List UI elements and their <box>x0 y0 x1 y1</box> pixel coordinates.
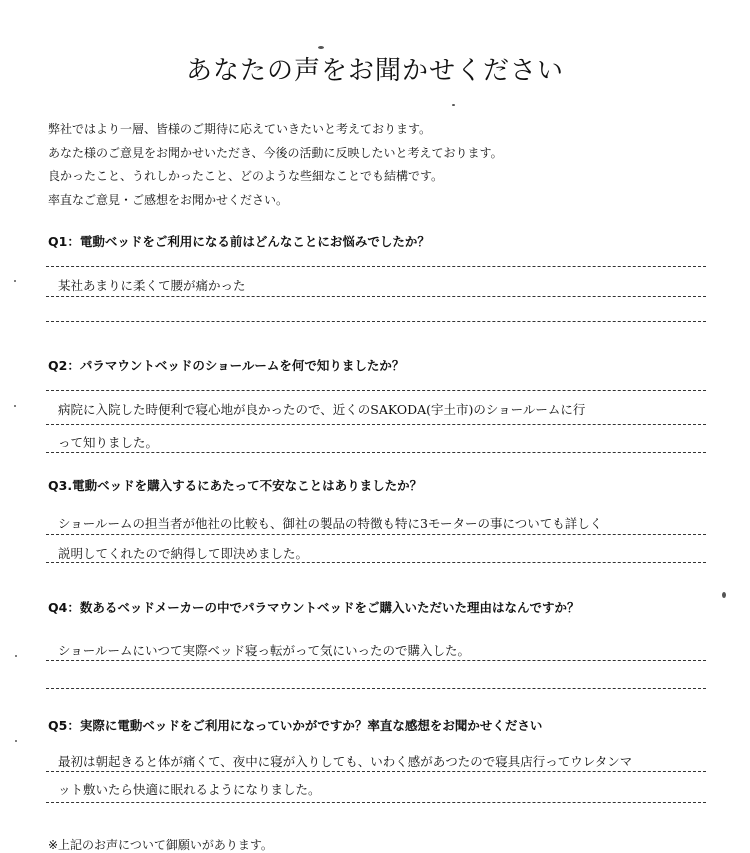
answer-5-line-1: 最初は朝起きると体が痛くて、夜中に寝が入りしても、いわく感があつたので寝具店行ってウレタンマ <box>58 754 633 769</box>
answer-3-line-1: ショールームの担当者が他社の比較も、御社の製品の特徴も特に3モーターの事についても詳しく <box>58 516 603 531</box>
scan-speck <box>452 104 455 106</box>
answer-line <box>46 688 706 689</box>
answer-5-line-2: ット敷いたら快適に眠れるようになりました。 <box>58 782 321 797</box>
answer-line <box>46 660 706 661</box>
question-2: Q2：パラマウントベッドのショールームを何で知りましたか？ <box>48 358 405 373</box>
answer-line <box>46 562 706 563</box>
intro-line: 率直なご意見・ご感想をお聞かせください。 <box>48 192 289 207</box>
question-3: Q3.電動ベッドを購入するにあたって不安なことはありましたか？ <box>48 478 423 493</box>
answer-line <box>46 390 706 391</box>
answer-4-line-1: ショールームにいつて実際ベッド寝っ転がって気にいったので購入した。 <box>58 643 471 658</box>
scan-speck <box>15 655 17 657</box>
answer-line <box>46 296 706 297</box>
page-title: あなたの声をお聞かせください <box>185 56 564 86</box>
question-5: Q5：実際に電動ベッドをご利用になっていかがですか？率直な感想をお聞かせください <box>48 718 543 733</box>
answer-line <box>46 266 706 267</box>
answer-1-line-1: 某社あまりに柔くて腰が痛かった <box>58 278 246 293</box>
scan-speck <box>318 46 324 49</box>
answer-line <box>46 771 706 772</box>
intro-line: 弊社ではより一層、皆様のご期待に応えていきたいと考えております。 <box>48 122 432 136</box>
answer-line <box>46 452 706 453</box>
intro-line: 良かったこと、うれしかったこと、どのような些細なことでも結構です。 <box>48 169 444 183</box>
scan-speck <box>722 592 726 598</box>
footer-note: ※上記のお声について御願いがあります。 <box>48 838 273 852</box>
answer-2-line-2: って知りました。 <box>58 435 159 450</box>
question-4: Q4：数あるベッドメーカーの中でパラマウントベッドをご購入いただいた理由はなんですか？ <box>48 600 580 615</box>
question-1: Q1：電動ベッドをご利用になる前はどんなことにお悩みでしたか？ <box>48 234 430 249</box>
answer-line <box>46 802 706 803</box>
scan-speck <box>15 740 17 742</box>
intro-text <box>48 118 503 212</box>
answer-3-line-2: 説明してくれたので納得して即決めました。 <box>58 546 309 561</box>
intro-line: あなた様のご意見をお聞かせいただき、今後の活動に反映したいと考えております。 <box>48 145 503 160</box>
answer-line <box>46 321 706 322</box>
answer-line <box>46 424 706 425</box>
scan-speck <box>14 280 16 282</box>
scan-speck <box>14 405 16 407</box>
answer-2-line-1: 病院に入院した時便利で寝心地が良かったので、近くのSAKODA(宇土市)のショールームに行 <box>58 402 586 417</box>
answer-line <box>46 534 706 535</box>
